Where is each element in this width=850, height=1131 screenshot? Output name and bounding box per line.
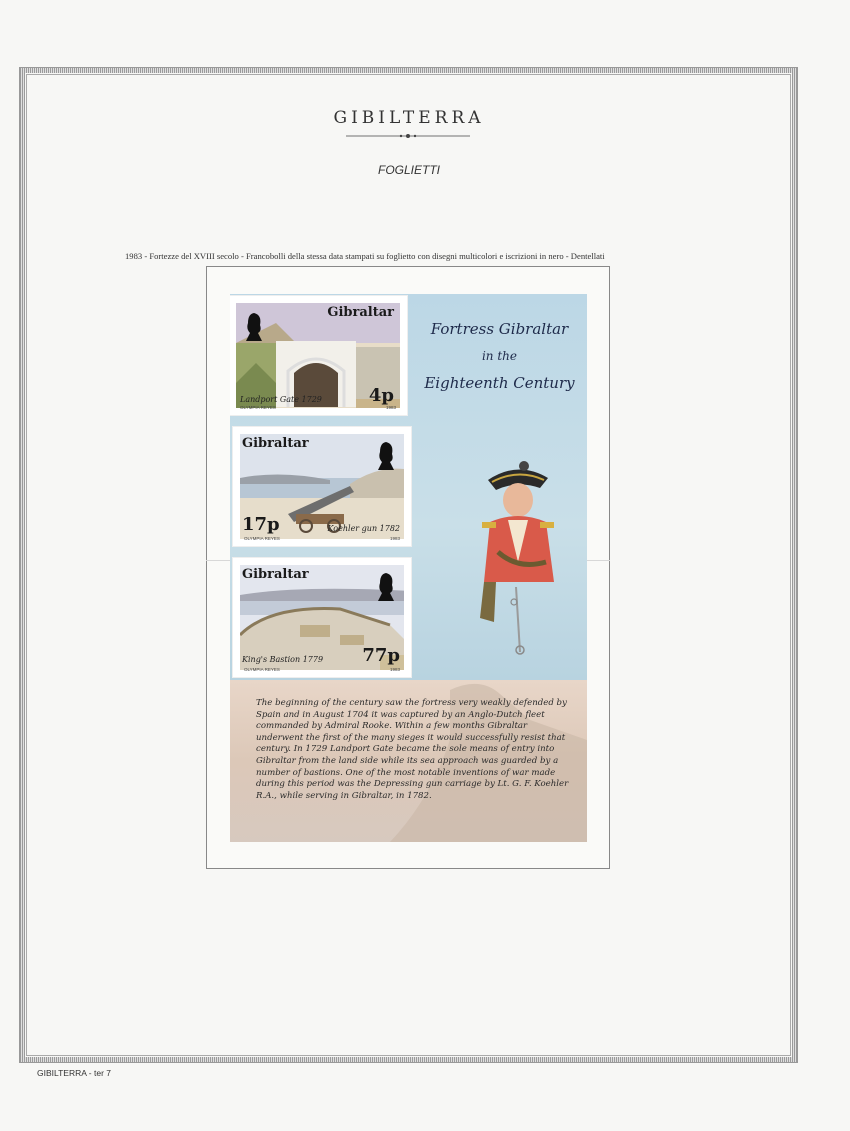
stamp-country: Gibraltar — [242, 567, 309, 582]
sheet-title-line2: in the — [481, 349, 518, 363]
queen-silhouette-icon — [376, 440, 396, 470]
stamp-landport-gate — [230, 296, 407, 415]
stamp-country: Gibraltar — [327, 305, 394, 320]
page-footer: GIBILTERRA - ter 7 — [37, 1068, 112, 1078]
title-ornament — [346, 133, 470, 139]
sheet-title-line1: Fortress Gibraltar — [430, 320, 569, 338]
stamp-year: 1983 — [389, 536, 400, 541]
stamp-name: Koehler gun 1782 — [327, 524, 400, 533]
stamp-artist: OLYMPIA REYES — [244, 536, 280, 541]
page-title: GIBILTERRA — [333, 108, 485, 128]
stamp-kings-bastion — [233, 558, 411, 677]
queen-silhouette-icon — [244, 311, 264, 341]
stamp-artist: OLYMPIA REYES — [240, 405, 276, 410]
stamp-country: Gibraltar — [242, 436, 309, 451]
stamp-name: King's Bastion 1779 — [242, 655, 324, 664]
stamp-value: 17p — [242, 514, 280, 535]
page-subtitle: FOGLIETTI — [377, 163, 440, 177]
stamp-name: Landport Gate 1729 — [240, 395, 322, 404]
issue-caption: 1983 - Fortezze del XVIII secolo - Francobolli della stessa data stampati su foglietto con disegni multicolori e iscrizioni in nero - Dentellati — [125, 251, 605, 261]
stamp-koehler-gun — [233, 427, 411, 546]
sheet-text-panel — [230, 680, 587, 842]
stamp-value: 4p — [368, 385, 394, 406]
stamp-year: 1983 — [389, 667, 400, 672]
sheet-title — [412, 316, 587, 397]
stamp-year: 1983 — [385, 405, 396, 410]
souvenir-sheet — [230, 294, 587, 842]
sheet-description: The beginning of the century saw the fortress very weakly defended by Spain and in August 1704 it was captured by an Anglo-Dutch fleet commanded by Admiral Rooke. Within a few months Gibraltar underwent the first of the many sieges it would successfully resist that century. In 1729 Landport Gate became the sole means of entry into Gibraltar from the land side while its sea approach was guarded by a number of bastions. One of the most notable inventions of war made during this period was the Depressing gun carriage by Lt. G. F. Koehler R.A., while serving in Gibraltar, in 1782. — [256, 698, 569, 801]
stamp-artist: OLYMPIA REYES — [244, 667, 280, 672]
sheet-title-line3: Eighteenth Century — [424, 374, 575, 392]
queen-silhouette-icon — [376, 571, 396, 601]
stamp-value: 77p — [362, 645, 400, 666]
officer-illustration — [468, 452, 568, 672]
